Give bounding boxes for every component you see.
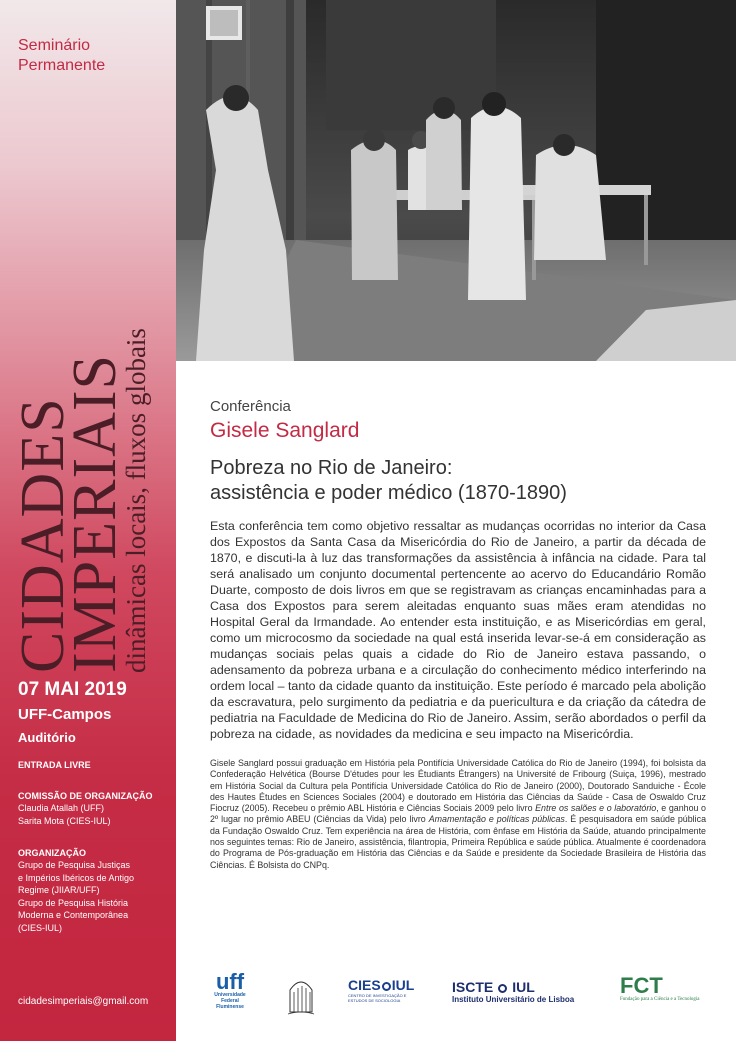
speaker-bio [210,758,706,871]
organization-line: Grupo de Pesquisa História [18,897,129,908]
speaker-name: Gisele Sanglard [210,419,360,442]
fct-logo-sub: Fundação para a Ciência e a Tecnologia [620,997,700,1002]
photo-illustration [176,0,736,361]
organization-line: (CIES-IUL) [18,922,63,933]
organization-line: e Impérios Ibéricos de Antigo [18,872,135,883]
conference-label: Conferência [210,398,291,415]
cies-logo-text: CIES [348,977,381,993]
uff-logo [206,969,254,1010]
group-emblem-logo [284,972,318,1016]
bio-book-title: Amamentação e políticas públicas [428,814,565,825]
event-date: 07 MAI 2019 [18,679,127,700]
iscte-logo-sub: Instituto Universitário de Lisboa [452,995,575,1004]
main-content [210,398,706,871]
uff-logo-sub: Fluminense [216,1004,244,1010]
bio-text: , e ganhou o 2º lugar no prêmio ABEU (Ciências da Vida) pelo livro [210,803,706,825]
title-subtitle: dinâmicas locais, fluxos globais [121,328,151,673]
cies-logo-mark [382,982,391,991]
organization-heading: ORGANIZAÇÃO [18,848,86,858]
sponsor-logos [206,969,716,1020]
uff-logo-sub: Universidade [214,992,246,998]
title-line-2: IMPERIAIS [61,353,129,673]
event-place: UFF-Campos [18,706,112,723]
organization-line: Grupo de Pesquisa Justiças [18,860,131,870]
cies-iul-logo [348,978,438,1003]
iscte-logo-suffix: IUL [512,979,535,995]
cies-logo-suffix: IUL [391,977,415,993]
talk-title-line-2: assistência e poder médico (1870-1890) [210,482,567,504]
cies-logo-sub: CENTRO DE INVESTIGAÇÃO E ESTUDOS DE SOCIOLOGIA [348,993,407,1003]
committee-member: Sarita Mota (CIES-IUL) [18,815,111,826]
bio-text: . É pesquisadora em saúde pública da Fundação Oswaldo Cruz. Tem experiência na área de História, com ênfase em História da Saúde, atuando principalmente nos seguintes temas: Rio de Janeiro, assistência, filantropia, Primeira República e saúde pública. Atualmente é coordenadora do Programa de Pós-graduação em História das Ciências e da Saúde e presidente da Sociedade Brasileira de História das Ciências. É Bolsista do CNPq. [210,814,706,870]
iscte-iul-logo [452,980,602,1005]
bio-book-title: Entre os salões e o laboratório [535,803,657,814]
bio-text: Gisele Sanglard possui graduação em História pela Pontifícia Universidade Católica do Rio de Janeiro (1994), foi bolsista da Confederação Helvética (Bourse D'études pour les Étudiants Étrangers) na Université de Fribourg (Suiça, 1996), mestrado em História Social da Cultura pela Pontifícia Universidade Católica do Rio de Janeiro (2000), Doutorado Sanduiche - École des Hautes Études en Sciences Sociales (2004) e doutorado em História das Ciências da Saúde - Casa de Oswaldo Cruz Fiocruz (2005). Recebeu o prêmio ABL História e Ciências Sociais 2009 pelo livro [210,758,706,814]
seminar-label [18,36,105,76]
iscte-logo-text: ISCTE [452,979,494,995]
fct-logo [620,973,712,1003]
committee-heading: COMISSÃO DE ORGANIZAÇÃO [18,791,153,801]
event-room: Auditório [18,730,76,745]
organization-line: Regime (JIIAR/UFF) [18,885,100,895]
contact-email[interactable]: cidadesimperiais@gmail.com [18,996,149,1007]
vertical-title [9,113,151,673]
iscte-logo-mark [498,984,507,993]
talk-title [210,456,706,506]
fct-logo-text: FCT [620,973,663,998]
event-info [18,678,168,934]
talk-title-line-1: Pobreza no Rio de Janeiro: [210,457,453,479]
emblem-icon [284,972,318,1016]
committee-member: Claudia Atallah (UFF) [18,803,105,813]
uff-logo-text: uff [215,969,245,994]
seminar-line-1: Seminário [18,37,91,54]
uff-logo-sub: Federal [221,998,239,1004]
title-line-1: CIDADES [9,397,77,673]
entry-label: ENTRADA LIVRE [18,760,91,770]
abstract-text: Esta conferência tem como objetivo ressaltar as mudanças ocorridas no interior da Casa dos Expostos da Santa Casa da Misericórdia do Rio de Janeiro, a partir da década de 1870, e discuti-la à luz das transformações da assistência à infância na cidade. Para tal será analisado um conjunto documental pertencente ao acervo do Educandário Romão Duarte, composto de dois livros em que se registravam as crianças encaminhadas para a Casa dos Expostos para serem aleitadas enquanto suas mães eram atendidas no Hospital Geral da Irmandade. Ao entender esta instituição, e as Misericórdias em geral, como um microcosmo da sociedade na qual está inserida levar-se-á em consideração as mudanças sociais pelas quais a cidade do Rio de Janeiro estava passando, o adensamento da pobreza urbana e a circulação do conhecimento médico interferindo na ordem local – tanto da cidade quanto da instituição. Este período é marcado pela abolição da escravatura, pelo surgimento da pediatria e da puericultura e da criação da cátedra de pediatria na Faculdade de Medicina do Rio de Janeiro. Assim, serão abordados o perfil da pobreza na cidade, as novidades da medicina e seu impacto na Misericórdia. [210,519,706,741]
historic-photo [176,0,736,361]
organization-line: Moderna e Contemporânea [18,910,129,920]
seminar-line-2: Permanente [18,57,106,74]
sidebar [0,0,176,1041]
